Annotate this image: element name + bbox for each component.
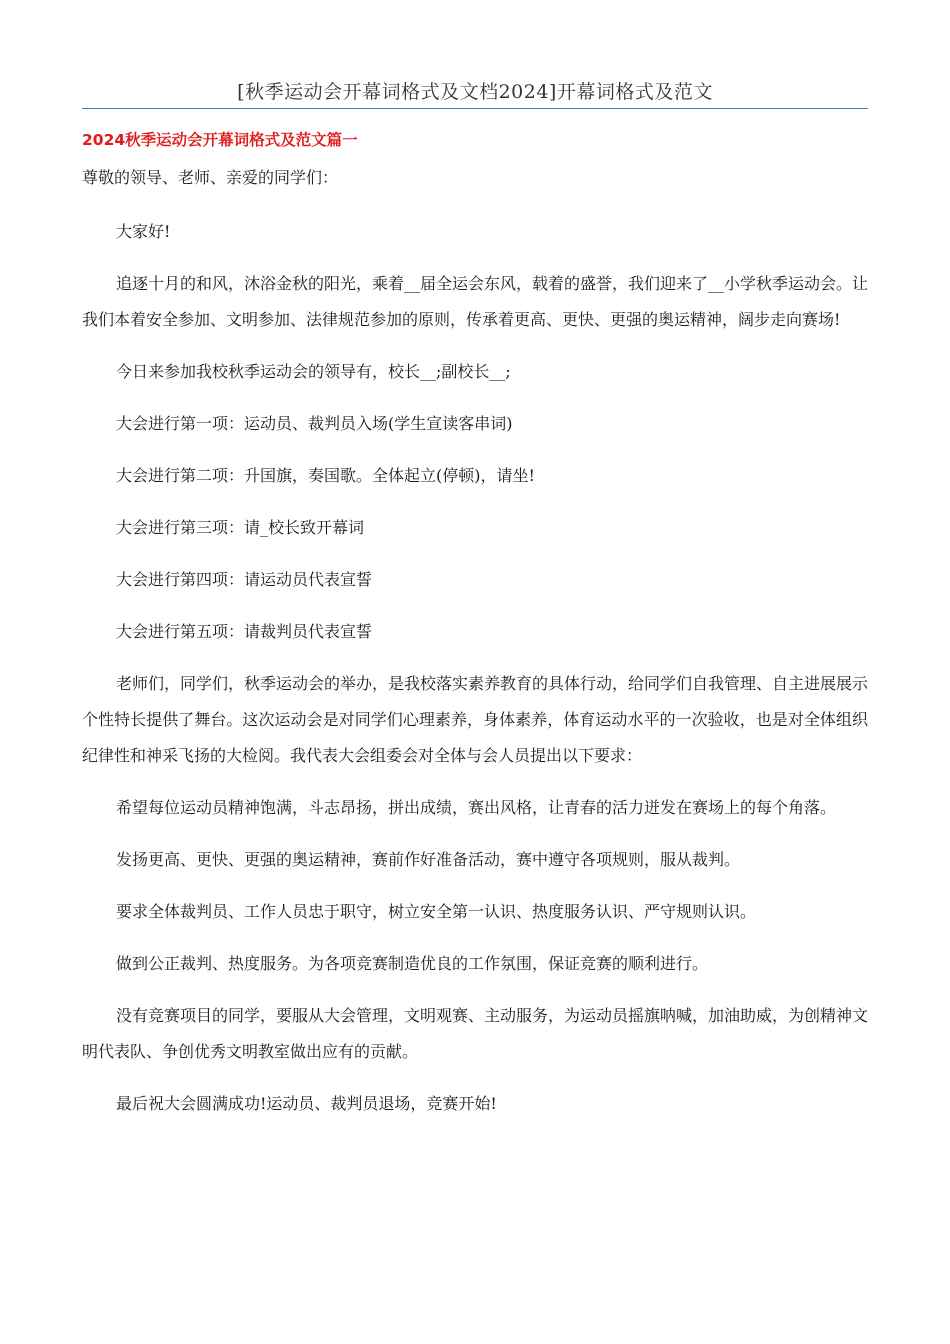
agenda-item-5: 大会进行第五项：请裁判员代表宣誓 xyxy=(116,622,373,641)
paragraph-leaders: 今日来参加我校秋季运动会的领导有，校长__;副校长__; xyxy=(116,362,511,381)
agenda-item-2: 大会进行第二项：升国旗，奏国歌。全体起立(停顿)，请坐! xyxy=(116,466,535,485)
document-body xyxy=(82,160,868,1138)
requirement-referees: 要求全体裁判员、工作人员忠于职守，树立安全第一认识、热度服务认识、严守规则认识。 xyxy=(116,902,757,921)
requirement-spectators: 没有竞赛项目的同学，要服从大会管理，文明观赛、主动服务，为运动员摇旗呐喊，加油助威，为创精神文明代表队、争创优秀文明教室做出应有的贡献。 xyxy=(82,1006,869,1061)
requirement-athletes: 希望每位运动员精神饱满，斗志昂扬，拼出成绩，赛出风格，让青春的活力迸发在赛场上的每个角落。 xyxy=(116,798,837,817)
requirement-fair-judging: 做到公正裁判、热度服务。为各项竞赛制造优良的工作氛围，保证竞赛的顺利进行。 xyxy=(116,954,709,973)
header-divider xyxy=(82,108,868,109)
agenda-item-1: 大会进行第一项：运动员、裁判员入场(学生宣读客串词) xyxy=(116,414,513,433)
requirement-olympic-spirit: 发扬更高、更快、更强的奥运精神，赛前作好准备活动，赛中遵守各项规则，服从裁判。 xyxy=(116,850,741,869)
agenda-item-4: 大会进行第四项：请运动员代表宣誓 xyxy=(116,570,373,589)
paragraph-greeting: 大家好! xyxy=(116,222,171,241)
paragraph-intro: 追逐十月的和风，沐浴金秋的阳光，乘着__届全运会东风，载着的盛誉，我们迎来了__小学秋季运动会。让我们本着安全参加、文明参加、法律规范参加的原则，传承着更高、更快、更强的奥运精神，阔步走向赛场! xyxy=(82,274,869,329)
paragraph-significance: 老师们，同学们，秋季运动会的举办，是我校落实素养教育的具体行动，给同学们自我管理、自主进展展示个性特长提供了舞台。这次运动会是对同学们心理素养，身体素养，体育运动水平的一次验收，也是对全体组织纪律性和神采飞扬的大检阅。我代表大会组委会对全体与会人员提出以下要求： xyxy=(82,674,869,765)
salutation: 尊敬的领导、老师、亲爱的同学们： xyxy=(82,168,339,187)
agenda-item-3: 大会进行第三项：请_校长致开幕词 xyxy=(116,518,365,537)
section-title: 2024秋季运动会开幕词格式及范文篇一 xyxy=(82,131,358,149)
document-header-title: [秋季运动会开幕词格式及文档2024]开幕词格式及范文 xyxy=(237,81,713,103)
paragraph-closing: 最后祝大会圆满成功!运动员、裁判员退场，竞赛开始! xyxy=(116,1094,497,1113)
